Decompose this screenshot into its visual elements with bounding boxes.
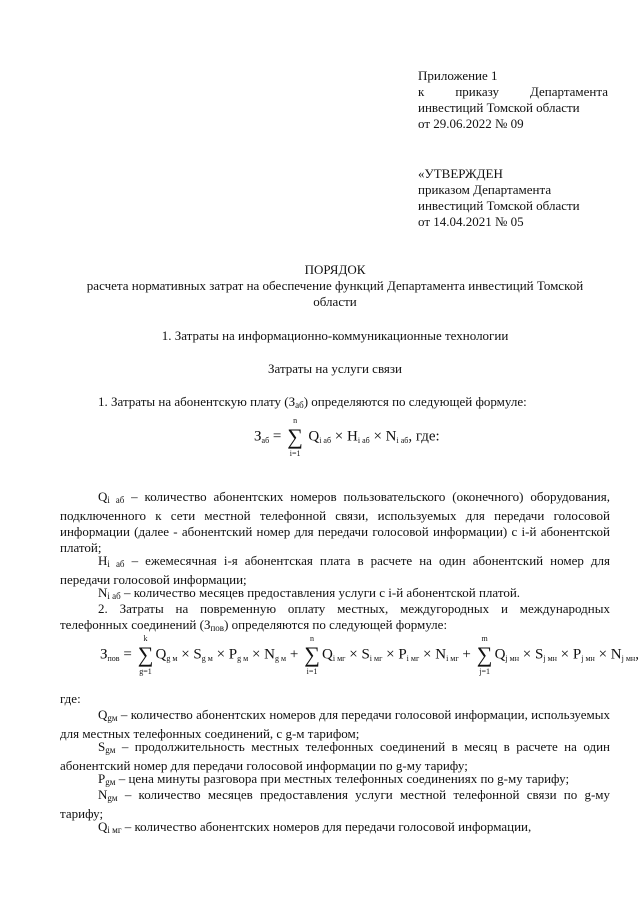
formula-symbol: S [193,646,202,663]
subscript: i аб [107,591,121,601]
formula-operator: × [248,646,265,663]
definition-text: – количество месяцев предоставления услуги местной телефонной связи по g-му тарифу; [60,787,610,821]
text-run: 1. Затраты на абонентскую плату (З [98,394,296,409]
definition-symbol: P [98,771,106,786]
formula-symbol: N [610,646,622,663]
formula-symbol: Q [155,646,167,663]
formula-subscript: аб [261,435,270,445]
formula-tail: , где: [408,428,440,445]
definition-text: – продолжительность местных телефонных соединений в месяц в расчете на один абонентский номер для передачи голосовой информации по g-му тарифу; [60,739,610,773]
formula-subscript: i мг [406,653,420,663]
sum-lower-limit: g=1 [139,667,152,676]
appendix-block [418,68,608,132]
formula-operator: × [519,646,535,663]
subsection-heading: Затраты на услуги связи [268,361,402,376]
definition-symbol: Q [98,819,108,834]
text-run: 2. Затраты на повременную оплату местных, междугородных и международных телефонных соединений (З [60,601,610,632]
subscript: пов [210,623,225,633]
definition-symbol: Q [98,707,108,722]
formula-operator: × [419,646,436,663]
formula-symbol: S [535,646,544,663]
formula-symbol: З [254,428,262,445]
definition-q-ab [60,489,610,556]
formula-subscript: i аб [357,435,370,445]
text-run: ) определяются по следующей формуле: [303,394,527,409]
subscript: gм [107,793,118,803]
formula-symbol: Q [308,428,320,445]
definition-symbol: S [98,739,106,754]
formula-subscript: g м [275,653,287,663]
formula-operator: × [177,646,194,663]
summation-sign: m ∑ j=1 [475,644,495,666]
sum-lower-limit: j=1 [479,667,490,676]
formula-subscript: i аб [396,435,409,445]
formula-operator: + [286,646,303,663]
formula-symbol: Q [494,646,506,663]
formula-symbol: З [100,646,108,663]
document-title [60,262,610,310]
paragraph-item-1 [60,394,610,413]
summation-sign: n ∑ i=1 [302,644,322,666]
approval-line: приказом Департамента [418,182,552,197]
subscript: аб [295,400,304,410]
formula-subscript: j мн [543,653,557,663]
formula-subscript: пов [107,653,120,663]
appendix-line: Приложение 1 [418,68,498,83]
subscript: i аб [107,495,125,505]
formula-subscription-fee [254,416,440,458]
formula-symbol: N [435,646,447,663]
formula-symbol: N [264,646,276,663]
formula-subscript: i мг [332,653,346,663]
sum-upper-limit: k [143,634,148,643]
title-subtitle: расчета нормативных затрат на обеспечение функций Департамента инвестиций Томской [86,278,584,293]
formula-tail: , [635,646,639,663]
subscript: gм [105,745,116,755]
definition-text: – количество абонентских номеров для передачи голосовой информации, используемых для местных телефонных соединений, с g-м тарифом; [60,707,610,741]
definition-symbol: H [98,553,108,568]
appendix-line: от 29.06.2022 № 09 [418,116,524,131]
appendix-word: приказу [455,84,499,99]
formula-subscript: i аб [319,435,332,445]
definition-text: – количество абонентских номеров пользовательского (оконечного) оборудования, подключенного к сети местной телефонной связи, используемых для передачи голосовой информации (далее - абонентский номер для передачи голосовой информации) с i-й абонентской платой; [60,489,610,555]
formula-subscript: i мг [369,653,383,663]
definition-text: – количество абонентских номеров для передачи голосовой информации, [121,819,532,834]
formula-subscript: g м [237,653,249,663]
formula-subscript: g м [166,653,178,663]
formula-time-based-calls [100,634,639,676]
formula-operator: × [369,428,386,445]
approval-line: «УТВЕРЖДЕН [418,166,503,181]
definition-symbol: N [98,787,108,802]
formula-subscript: g м [201,653,213,663]
formula-symbol: N [385,428,397,445]
sum-upper-limit: m [481,634,488,643]
approval-line: от 14.04.2021 № 05 [418,214,524,229]
subscript: i мг [107,825,122,835]
definition-symbol: N [98,585,108,600]
definition-q-gm [60,707,610,742]
definition-n-gm [60,787,610,822]
definition-text: – цена минуты разговора при местных телефонных соединениях по g-му тарифу; [115,771,570,786]
sum-lower-limit: i=1 [306,667,318,676]
sum-upper-limit: n [293,416,298,425]
definition-q-img [60,819,610,838]
formula-subscript: i мг [446,653,459,663]
formula-symbol: P [572,646,582,663]
formula-operator: × [331,428,348,445]
title-subtitle: области [313,294,357,309]
formula-operator: × [594,646,611,663]
formula-operator: × [345,646,362,663]
formula-operator: = [269,428,286,445]
paragraph-item-2 [60,601,610,636]
formula-operator: × [382,646,399,663]
title-main: ПОРЯДОК [304,262,366,277]
definition-h-ab [60,553,610,588]
definition-s-gm [60,739,610,774]
formula-symbol: P [398,646,407,663]
appendix-line [418,84,608,100]
formula-symbol: S [361,646,370,663]
formula-operator: = [119,646,136,663]
formula-operator: + [458,646,475,663]
where-label: где: [60,691,81,706]
formula-operator: × [212,646,229,663]
formula-symbol: Q [322,646,333,663]
subscript: gм [105,777,116,787]
appendix-word: к [418,84,425,99]
sum-lower-limit: i=1 [289,449,301,458]
formula-symbol: H [347,428,358,445]
formula-symbol: P [228,646,238,663]
text-run: ) определяются по следующей формуле: [224,617,448,632]
subscript: i аб [107,559,125,569]
formula-subscript: j мн [505,653,520,663]
formula-subscript: j мн [621,653,636,663]
summation-sign: k ∑ g=1 [136,644,156,666]
formula-subscript: j мн [581,653,595,663]
subscript: gм [107,713,118,723]
approval-block [418,166,608,230]
sum-upper-limit: n [310,634,315,643]
appendix-line: инвестиций Томской области [418,100,580,115]
definition-symbol: Q [98,489,108,504]
formula-operator: × [556,646,573,663]
approval-line: инвестиций Томской области [418,198,580,213]
section-heading: 1. Затраты на информационно-коммуникационные технологии [161,328,509,343]
appendix-word: Департамента [529,84,608,99]
definition-text: – ежемесячная i-я абонентская плата в расчете на один абонентский номер для передачи голосовой информации; [60,553,610,587]
summation-sign: n ∑ i=1 [285,426,305,448]
definition-text: – количество месяцев предоставления услуги с i-й абонентской платой. [120,585,521,600]
